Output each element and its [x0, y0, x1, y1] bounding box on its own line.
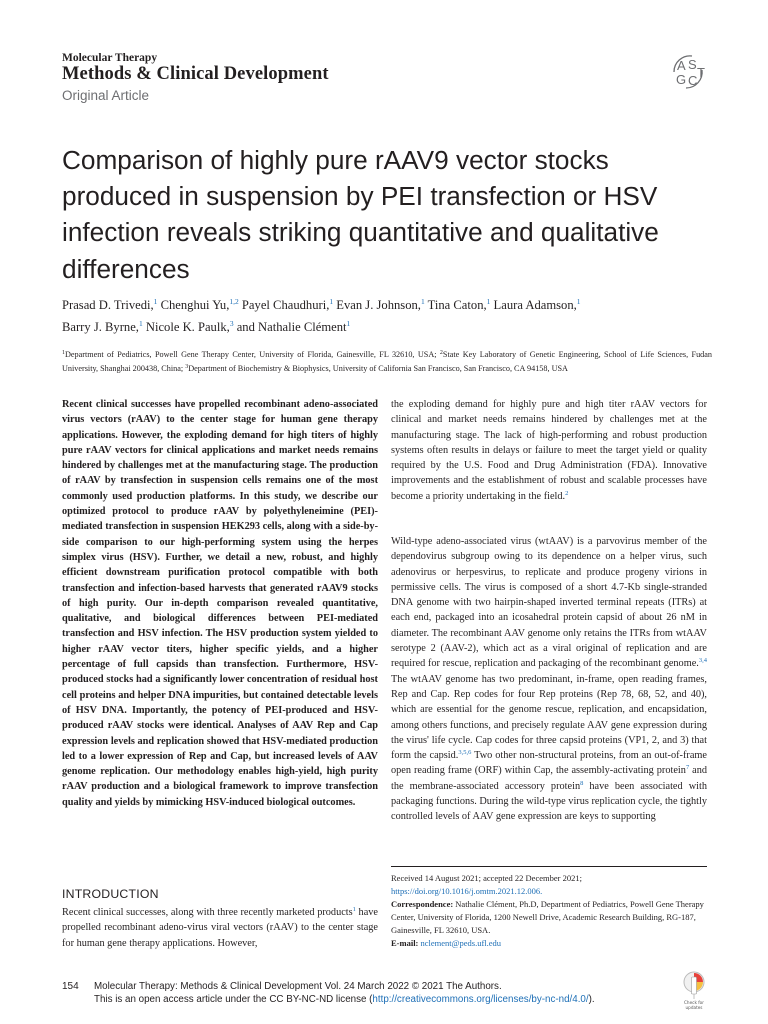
svg-text:G: G — [676, 72, 687, 87]
author-affiliation-ref[interactable]: 1 — [486, 297, 491, 306]
author-name: Prasad D. Trivedi,$^1$ — [62, 297, 158, 312]
author-name: Evan J. Johnson,$^1$ — [336, 297, 425, 312]
email-line: E-mail: nclement@peds.ufl.edu — [391, 938, 502, 948]
author-affiliation-ref[interactable]: 1 — [329, 297, 334, 306]
svg-text:S: S — [688, 57, 697, 72]
author-affiliation-ref[interactable]: 3 — [229, 319, 234, 328]
doi-link[interactable]: https://doi.org/10.1016/j.omtm.2021.12.006. — [391, 886, 543, 896]
page-number: 154 — [62, 981, 79, 992]
crossmark-label: Check for updates — [684, 1000, 704, 1010]
journal-name-main: Methods & Clinical Development — [62, 64, 329, 84]
correspondence: Correspondence: Nathalie Clément, Ph.D, Department of Pediatrics, Powell Gene Therapy Center, University of Florida, 1200 Newell Drive, Academic Research Building, RG-187, Gainesville, FL 32610, USA. — [391, 899, 704, 935]
journal-name-small: Molecular Therapy — [62, 52, 158, 64]
article-type: Original Article — [62, 88, 150, 103]
author-affiliation-ref[interactable]: 1 — [153, 297, 158, 306]
svg-text:T: T — [697, 65, 705, 80]
author-name: Barry J. Byrne,$^1$ — [62, 319, 143, 334]
affiliations: $^1$Department of Pediatrics, Powell Gene Therapy Center, University of Florida, Gainesville, FL 32610, USA; $^2$State Key Laboratory of Genetic Engineering, School of Life Sciences, Fudan University, Shanghai 200438, China; $^3$Department of Biochemistry & Biophysics, University of California San Francisco, San Francisco, CA 94158, USA — [62, 350, 712, 373]
citation-ref[interactable]: 7 — [685, 764, 690, 772]
citation-ref[interactable]: 8 — [580, 779, 584, 787]
crossmark-icon[interactable] — [682, 970, 706, 1000]
email-link[interactable]: nclement@peds.ufl.edu — [420, 938, 502, 948]
author-affiliation-ref[interactable]: 1 — [346, 319, 351, 328]
author-affiliation-ref[interactable]: 1 — [576, 297, 581, 306]
body-paragraph: Wild-type adeno-associated virus (wtAAV) is a parvovirus member of the dependovirus subgroup owing to its dependence on a helper virus, such adenovirus or herpesvirus, to replicate and produce progeny virions in permissive cells. The virus is composed of a short 4.7-Kb single-stranded DNA genome with two hairpin-shaped inverted terminal repeats (ITRs) at each end, packaged into an icosahedral protein capsid of about 26 nM in diameter. The recombinant AAV genome only retains the ITRs from wtAAV serotype 2 (AAV-2), which act as a viral original of replication and are required for rescue, replication and packaging of the recombinant genome.$^{3,4}$ The wtAAV genome has two predominant, in-frame, open reading frames, Rep and Cap. Rep codes for four Rep proteins (Rep 78, 68, 52, and 40), which are essential for the genome rescue, replication, and encapsidation, among others functions, and precisely regulate AAV gene expression during the virus' life cycle. Cap codes for three capsid proteins (VP1, 2, and 3) that form the capsid.$^{3,5,6}$ Two other non-structural proteins, from an out-of-frame open reading frame (ORF) within Cap, the assembly-activating protein$^7$ and the membrane-associated accessory protein$^8$ have been associated with packaging functions. During the wild-type virus replication cycle, the tightly controlled levels of AAV gene expression are keys to supporting — [391, 536, 708, 823]
author-name: Nicole K. Paulk,$^3$ — [145, 319, 234, 334]
body-paragraph: the exploding demand for highly pure and high titer rAAV vectors for clinical and market needs remains hindered by challenges met at the manufacturing stage. The lack of high-performing and robust production systems often results in delays or failure to meet the target yield or quality required by the U.S. Food and Drug Administration (FDA). Innovative improvements and the establishment of robust and scalable processes have become a priority undertaking in the field.$^2$ — [391, 399, 707, 502]
section-heading-introduction: INTRODUCTION — [62, 887, 159, 901]
footnote-divider — [391, 866, 707, 867]
author-list — [62, 294, 712, 338]
received-dates: Received 14 August 2021; accepted 22 December 2021; — [391, 873, 582, 883]
author-affiliation-ref[interactable]: 1 — [420, 297, 425, 306]
citation-ref[interactable]: 3,4 — [698, 657, 707, 665]
footer-license: Molecular Therapy: Methods & Clinical Development Vol. 24 March 2022 © 2021 The Authors. This is an open access article under the CC BY-NC-ND license (http://creativecommons.org/licenses/by-nc-nd/4.0/). — [94, 981, 595, 1005]
author-name: and Nathalie Clément$^1$ — [236, 319, 351, 334]
citation-ref[interactable]: 2 — [565, 489, 569, 497]
asgct-logo-icon — [668, 50, 708, 94]
author-name: Payel Chaudhuri,$^1$ — [241, 297, 334, 312]
author-name: Laura Adamson,$^1$ — [493, 297, 581, 312]
abstract: Recent clinical successes have propelled recombinant adeno-associated virus vectors (rAAV) to the center stage for human gene therapy applications. However, the exploding demand for high titers of highly pure rAAV vectors for clinical applications and market needs remains hindered by challenges met at the manufacturing stage. The production of rAAV by transfection in suspension cells remains one of the most commonly used production platforms. In this study, we describe our optimized protocol to produce rAAV by polyethyleneimine (PEI)-mediated transfection in suspension HEK293 cells, along with a side-by-side comparison to our high-performing system using the herpes simplex virus (HSV). Further, we detail a new, robust, and highly efficient downstream purification protocol compatible with both transfection and infection-based harvests that generated rAAV9 stocks of high purity. Our in-depth comparison revealed quantitative, qualitative, and biological differences between PEI-mediated transfection and HSV infection. The HSV production system yielded to higher rAAV vector titers, higher specific yields, and a higher percentage of full capsids than transfection. Furthermore, HSV-produced stocks had a significantly lower concentration of residual host cell proteins and helper DNA impurities, but contained detectable levels of HSV DNA. Importantly, the potency of PEI-produced and HSV-produced rAAV stocks were identical. Analyses of AAV Rep and Cap expression levels and replication showed that HSV-mediated production led to a lower expression of Rep and Cap, but increased levels of AAV genome replication. Our methodology enables high-yield, high purity rAAV production and a biological framework to improve transfection quality and yields by mimicking HSV-induced biological outcomes. — [62, 399, 378, 808]
author-affiliation-ref[interactable]: 1 — [138, 319, 143, 328]
introduction-paragraph: Recent clinical successes, along with three recently marketed products$^1$ have propelled recombinant adeno-virus viral vectors (rAAV) to the center stage for human gene therapy applications. However, — [62, 906, 378, 949]
svg-text:A: A — [677, 58, 686, 73]
article-footnote — [391, 872, 707, 950]
svg-text:C: C — [688, 73, 698, 88]
author-name: Tina Caton,$^1$ — [427, 297, 491, 312]
author-affiliation-ref[interactable]: 1,2 — [229, 297, 239, 306]
author-name: Chenghui Yu,$^{1,2}$ — [160, 297, 239, 312]
citation-ref[interactable]: 3,5,6 — [458, 749, 472, 757]
article-title: Comparison of highly pure rAAV9 vector stocks produced in suspension by PEI transfection or HSV infection reveals striking quantitative and qualitative differences — [62, 145, 659, 284]
license-link[interactable]: http://creativecommons.org/licenses/by-nc-nd/4.0/ — [372, 993, 589, 1005]
citation-ref[interactable]: 1 — [352, 906, 356, 913]
